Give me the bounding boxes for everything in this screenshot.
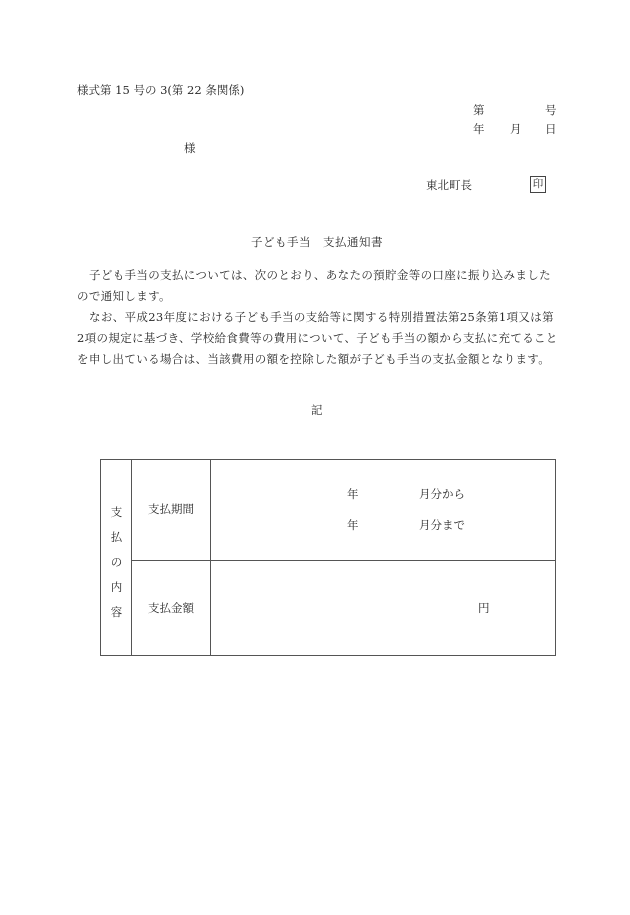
date-year: 年 xyxy=(473,122,485,136)
body-paragraph-1: 子ども手当の支払については、次のとおり、あなたの預貯金等の口座に振り込みましたので通知します。 xyxy=(77,268,551,303)
recipient-suffix: 様 xyxy=(184,141,196,155)
body-text xyxy=(77,265,559,370)
date-month: 月 xyxy=(510,122,522,136)
group-label-char: 内 xyxy=(110,580,123,594)
table-divider xyxy=(210,460,211,655)
group-label-char: 容 xyxy=(110,605,123,619)
period-from-year: 年 xyxy=(347,487,359,501)
group-label-vertical xyxy=(101,500,132,625)
doc-number-prefix: 第 xyxy=(473,103,485,117)
doc-number-suffix: 号 xyxy=(545,103,557,117)
note-heading: 記 xyxy=(311,403,323,417)
form-number: 様式第 15 号の 3(第 22 条関係) xyxy=(77,83,245,97)
date-day: 日 xyxy=(545,122,557,136)
group-label-char: 払 xyxy=(110,530,123,544)
document-title: 子ども手当 支払通知書 xyxy=(251,235,383,249)
period-to-year: 年 xyxy=(347,518,359,532)
row-label-payment-period: 支払期間 xyxy=(148,502,194,516)
table-divider xyxy=(131,560,555,561)
row-label-payment-amount: 支払金額 xyxy=(148,601,194,615)
group-label-char: の xyxy=(110,555,123,569)
amount-currency: 円 xyxy=(478,601,490,615)
period-to-month: 月分まで xyxy=(419,518,465,532)
period-from-month: 月分から xyxy=(419,487,465,501)
issuer: 東北町長 xyxy=(426,178,472,192)
body-paragraph-2: なお、平成23年度における子ども手当の支給等に関する特別措置法第25条第1項又は第2項の規定に基づき、学校給食費等の費用について、子ども手当の額から支払に充てることを申し出ている場合は、当該費用の額を控除した額が子ども手当の支払金額となります。 xyxy=(77,310,558,366)
group-label-char: 支 xyxy=(110,505,123,519)
payment-details-table xyxy=(100,459,556,656)
seal-icon: 印 xyxy=(530,176,546,193)
